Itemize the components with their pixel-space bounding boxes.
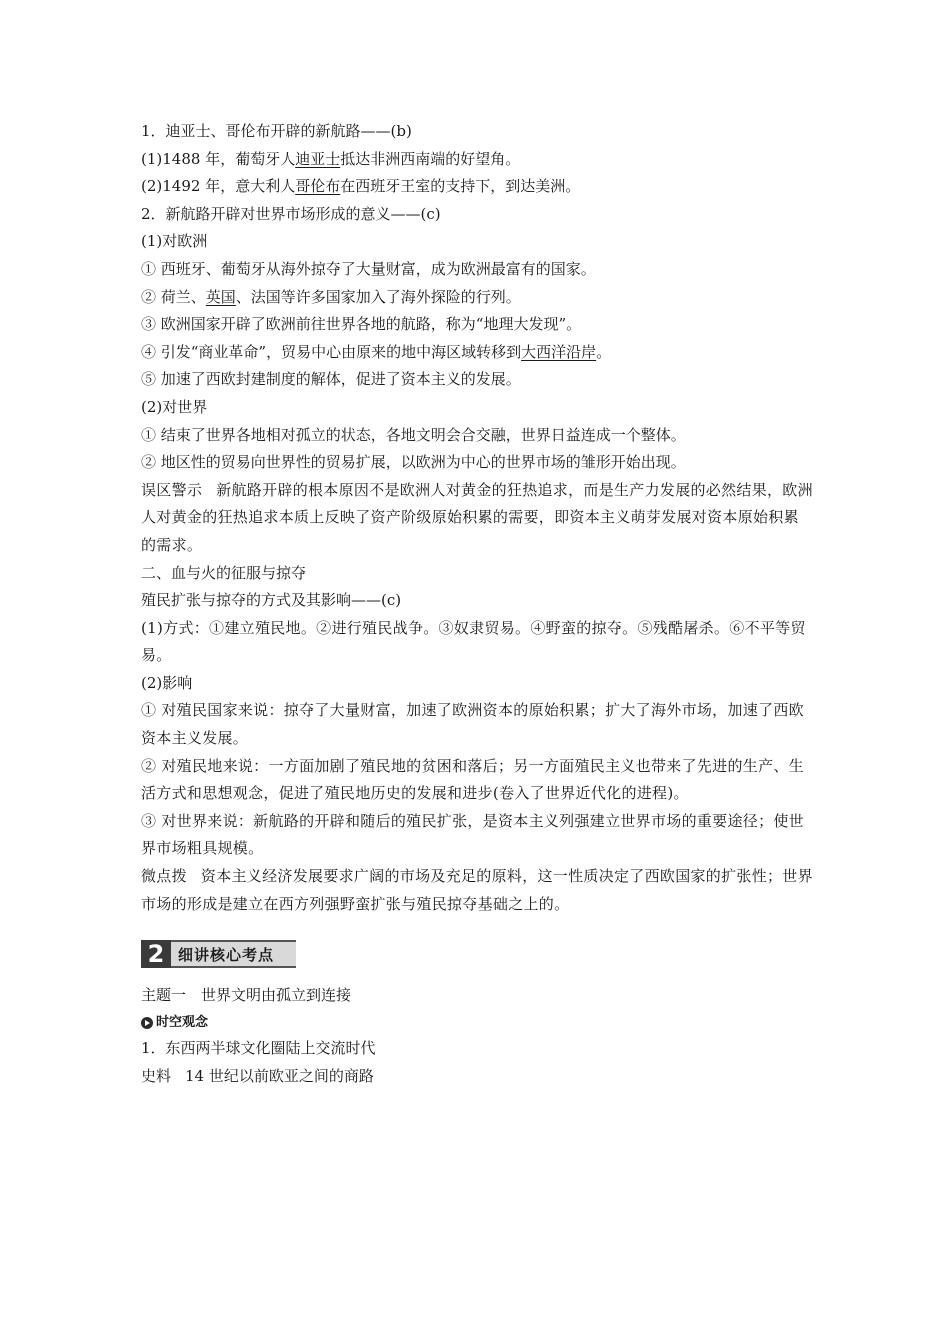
point-3: ③ 欧洲国家开辟了欧洲前往世界各地的航路，称为“地理大发现”。 — [141, 315, 582, 334]
section-banner-title: 细讲核心考点 — [171, 940, 296, 968]
world-point-2: ② 地区性的贸易向世界性的贸易扩展，以欧洲为中心的世界市场的雏形开始出现。 — [141, 453, 686, 472]
world-point-1: ① 结束了世界各地相对孤立的状态，各地文明会合交融，世界日益连成一个整体。 — [141, 425, 686, 444]
section-number: 2 — [141, 940, 171, 968]
paragraph-1492: (2)1492 年，意大利人哥伦布在西班牙王室的支持下，到达美洲。 — [141, 177, 581, 196]
keyword-columbus: 哥伦布 — [295, 177, 341, 196]
section-1-title: 1．迪亚士、哥伦布开辟的新航路——(b) — [141, 122, 412, 140]
keyword-dias: 迪亚士 — [295, 149, 341, 168]
paragraph-1488: (1)1488 年，葡萄牙人迪亚士抵达非洲西南端的好望角。 — [141, 149, 521, 168]
tip-label: 微点拨 — [141, 867, 187, 886]
colonial-subtitle: 殖民扩张与掠夺的方式及其影响——(c) — [141, 591, 402, 610]
keyword-britain: 英国 — [205, 287, 236, 306]
colonial-methods: (1)方式：①建立殖民地。②进行殖民战争。③奴隶贸易。④野蛮的掠夺。⑤残酷屠杀。⑥不平等贸易。 — [141, 618, 806, 665]
point-5: ⑤ 加速了西欧封建制度的解体，促进了资本主义的发展。 — [141, 370, 521, 389]
point-1: ① 西班牙、葡萄牙从海外掠夺了大量财富，成为欧洲最富有的国家。 — [141, 259, 596, 278]
impact-world: ③ 对世界来说：新航路的开辟和随后的殖民扩张，是资本主义列强建立世界市场的重要途径；使世界市场粗具规模。 — [141, 811, 804, 858]
part-2-title: 二、血与火的征服与掠夺 — [141, 563, 307, 582]
concept-heading: 时空观念 — [141, 1011, 813, 1035]
tip-note: 微点拨 资本主义经济发展要求广阔的市场及充足的原料，这一性质决定了西欧国家的扩张性；世界市场的形成是建立在西方列强野蛮扩张与殖民掠夺基础之上的。 — [141, 867, 813, 913]
section-2-title: 2．新航路开辟对世界市场形成的意义——(c) — [141, 204, 441, 223]
topic-title: 主题一 世界文明由孤立到连接 — [141, 986, 352, 1005]
section-banner — [141, 940, 296, 968]
document-page — [141, 118, 813, 1090]
impact-heading: (2)影响 — [141, 673, 193, 692]
point-2: ② 荷兰、英国、法国等许多国家加入了海外探险的行列。 — [141, 287, 521, 306]
point-4: ④ 引发“商业革命”，贸易中心由原来的地中海区域转移到大西洋沿岸。 — [141, 342, 612, 361]
source-material: 史料 14 世纪以前欧亚之间的商路 — [141, 1066, 374, 1085]
keyword-atlantic: 大西洋沿岸 — [521, 342, 597, 361]
warning-label: 误区警示 — [141, 480, 203, 499]
play-circle-icon — [141, 1017, 153, 1029]
misconception-warning: 误区警示 新航路开辟的根本原因不是欧洲人对黄金的狂热追求，而是生产力发展的必然结果，欧洲人对黄金的狂热追求本质上反映了资产阶级原始积累的需要，即资本主义萌芽发展对资本原始积累的需求。 — [141, 480, 813, 554]
impact-colonial-countries: ① 对殖民国家来说：掠夺了大量财富，加速了欧洲资本的原始积累；扩大了海外市场，加速了西欧资本主义发展。 — [141, 701, 804, 748]
source-label: 史料 — [141, 1066, 172, 1085]
subheading-world: (2)对世界 — [141, 397, 208, 416]
impact-colonies: ② 对殖民地来说：一方面加剧了殖民地的贫困和落后；另一方面殖民主义也带来了先进的生产、生活方式和思想观念，促进了殖民地历史的发展和进步(卷入了世界近代化的进程)。 — [141, 756, 804, 803]
era-title: 1．东西两半球文化圈陆上交流时代 — [141, 1039, 376, 1058]
subheading-europe: (1)对欧洲 — [141, 232, 208, 251]
